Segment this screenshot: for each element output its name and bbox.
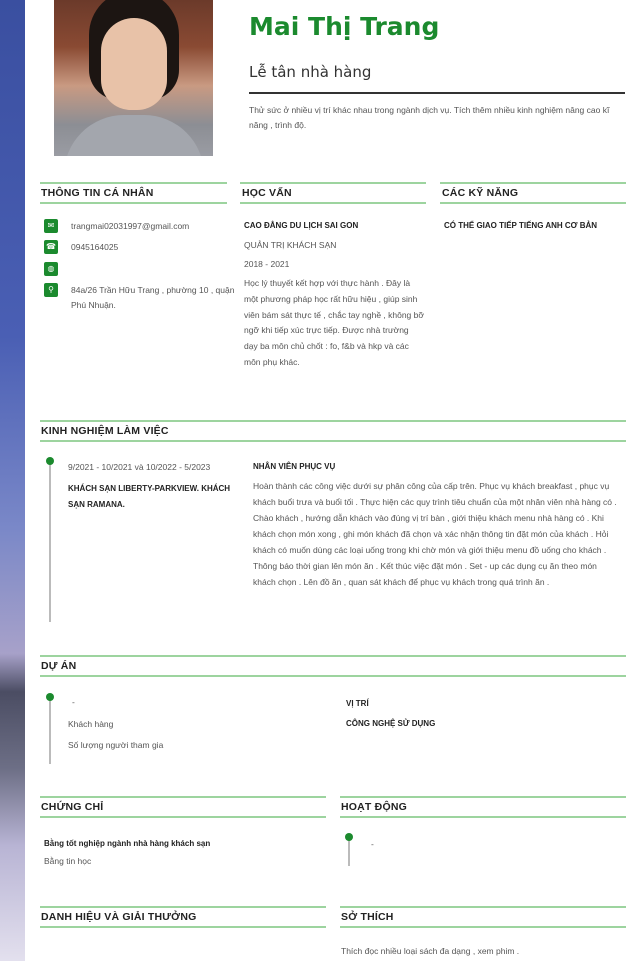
divider [340, 926, 626, 928]
section-title-skills: CÁC KỸ NĂNG [442, 187, 519, 199]
address-text: 84a/26 Trần Hữu Trang , phường 10 , quận Phú Nhuận. [71, 285, 235, 310]
project-role-label: VỊ TRÍ [346, 699, 369, 708]
candidate-name: Mai Thị Trang [249, 12, 440, 41]
experience-description: Hoàn thành các công việc dưới sự phân công của cấp trên. Phục vụ khách breakfast , phục vụ khách buổi trưa và buổi tối . Thực hiện các quy trình tiêu chuẩn của một nhân viên nhà hàng có . Chào khách , hướng dẫn khách vào đúng vị trí bàn , giới thiệu khách menu nhà hàng có . Khi khách chọn món xong , ghi món khách đã chọn và xác nhận thông tin đặt món của khách . Hỏi khách có muốn dùng các loại uống trong khi chờ món và giới thiệu menu đồ uống cho khách . Thông báo thời gian lên món ăn . Kết thúc việc đặt món . Set - up các dụng cụ ăn theo món khách chọn . Lên đồ ăn , quan sát khách để phục vụ khách trong quá trình ăn . [253, 481, 617, 587]
contact-email [44, 219, 231, 234]
divider [40, 182, 227, 184]
phone-icon: ☎ [44, 240, 58, 254]
divider [40, 926, 326, 928]
phone-text: 0945164025 [71, 242, 119, 252]
contact-phone [44, 240, 231, 255]
career-summary: Thử sức ở nhiều vị trí khác nhau trong ngành dịch vụ. Tích thêm nhiều kinh nghiệm nâng cao kĩ năng , trình độ. [249, 105, 610, 130]
timeline-dot [46, 693, 54, 701]
section-title-activities: HOẠT ĐỘNG [341, 801, 407, 813]
certificate-main: Bằng tốt nghiệp ngành nhà hàng khách sạn [44, 839, 211, 848]
project-client-label: Khách hàng [68, 719, 114, 729]
divider [40, 655, 626, 657]
divider [240, 182, 426, 184]
divider [40, 796, 326, 798]
experience-timeline [49, 462, 51, 622]
project-dash: - [72, 697, 75, 707]
experience-period: 9/2021 - 10/2021 và 10/2022 - 5/2023 [68, 462, 211, 472]
title-divider [249, 92, 625, 94]
section-title-personal: THÔNG TIN CÁ NHÂN [41, 187, 154, 199]
divider [40, 440, 626, 442]
hobbies-text: Thích đọc nhiều loại sách đa dạng , xem phim . [341, 946, 520, 956]
divider [240, 202, 426, 204]
divider [340, 796, 626, 798]
divider [340, 816, 626, 818]
project-tech-label: CÔNG NGHỆ SỬ DỤNG [346, 719, 436, 728]
location-icon: ⚲ [44, 283, 58, 297]
email-icon: ✉ [44, 219, 58, 233]
job-title: Lễ tân nhà hàng [249, 63, 372, 81]
contact-address [44, 283, 236, 313]
divider [440, 182, 626, 184]
section-title-experience: KINH NGHIỆM LÀM VIỆC [41, 425, 169, 437]
email-text[interactable]: trangmai02031997@gmail.com [71, 221, 190, 231]
globe-icon: ◍ [44, 262, 58, 276]
timeline-dot [345, 833, 353, 841]
school-name: CAO ĐẲNG DU LỊCH SAI GON [244, 221, 359, 230]
profile-photo [54, 0, 213, 156]
skill-item: CÓ THỂ GIAO TIẾP TIẾNG ANH CƠ BẢN [444, 221, 598, 230]
project-timeline [49, 700, 51, 764]
divider [40, 420, 626, 422]
divider [40, 675, 626, 677]
education-major: QUẢN TRỊ KHÁCH SẠN [244, 240, 337, 250]
section-title-hobbies: SỞ THÍCH [341, 911, 394, 923]
contact-website [44, 262, 231, 276]
divider [40, 816, 326, 818]
activity-dash: - [371, 839, 374, 849]
education-period: 2018 - 2021 [244, 259, 290, 269]
side-decor-strip [0, 0, 25, 961]
project-members-label: Số lượng người tham gia [68, 740, 164, 750]
education-description: Học lý thuyết kết hợp với thực hành . Đây là một phương pháp học rất hữu hiệu , giúp sinh viên bám sát thực tế , chắc tay nghề , không bỡ ngỡ khi tiếp xúc trực tiếp. Được nhà trường dạy ba môn chủ chốt : fo, f&b và hkp và các môn phụ khác. [244, 278, 424, 367]
divider [340, 906, 626, 908]
certificate-sub: Bằng tin học [44, 856, 92, 866]
section-title-awards: DANH HIỆU VÀ GIẢI THƯỞNG [41, 911, 197, 923]
divider [40, 202, 227, 204]
activity-timeline [348, 840, 350, 866]
timeline-dot [46, 457, 54, 465]
section-title-certificates: CHỨNG CHỈ [41, 801, 104, 813]
section-title-education: HỌC VẤN [242, 187, 292, 199]
divider [440, 202, 626, 204]
section-title-projects: DỰ ÁN [41, 660, 77, 672]
experience-company: KHÁCH SẠN LIBERTY-PARKVIEW. KHÁCH SẠN RAMANA. [68, 484, 231, 509]
experience-position: NHÂN VIÊN PHỤC VỤ [253, 462, 336, 471]
divider [40, 906, 326, 908]
